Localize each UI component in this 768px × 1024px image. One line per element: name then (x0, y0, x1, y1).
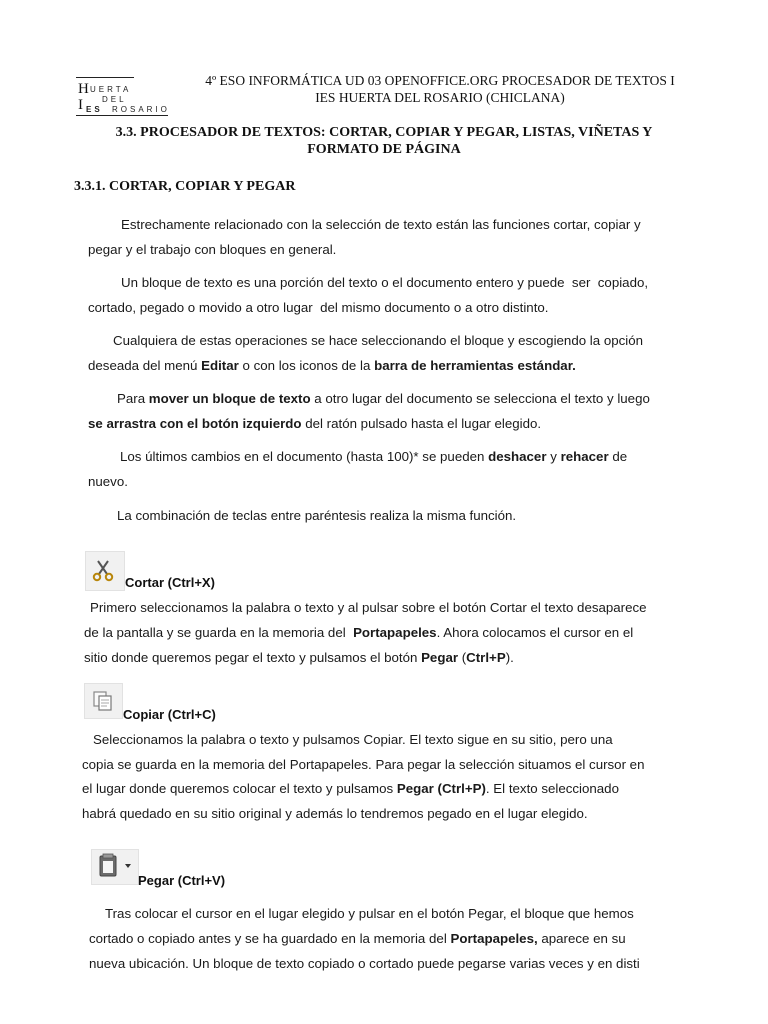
copy-line-2: copia se guarda en la memoria del Portapapeles. Para pegar la selección situamos el cursor en (82, 757, 645, 772)
intro-p3-line-1: Cualquiera de estas operaciones se hace seleccionando el bloque y escogiendo la opción (113, 333, 644, 348)
cut-line-3 (84, 646, 514, 671)
dropdown-arrow-icon (125, 864, 131, 868)
header-line-2: IES HUERTA DEL ROSARIO (CHICLANA) (315, 90, 565, 105)
paste-line-2 (89, 927, 626, 952)
logo-text-del: DEL (102, 95, 127, 104)
bold-run: Portapapeles (353, 625, 437, 640)
text-run: aparece en su (537, 931, 626, 946)
logo-text-uerta: UERTA (90, 85, 132, 94)
bold-run: mover un bloque de texto (148, 391, 311, 406)
paste-line-1: Tras colocar el cursor en el lugar elegido y pulsar en el botón Pegar, el bloque que hemos (105, 906, 634, 921)
logo-rule-bottom (76, 115, 168, 116)
bold-run: deshacer (488, 449, 547, 464)
copy-line-3 (82, 777, 619, 802)
text-run: o con los iconos de la (238, 358, 375, 373)
intro-p4-line-1 (117, 387, 650, 412)
logo-letter-i: I (78, 97, 83, 113)
intro-p2-line-1: Un bloque de texto es una porción del texto o el documento entero y puede ser copiado, (121, 275, 649, 290)
cut-title: Cortar (Ctrl+X) (125, 575, 215, 590)
text-run: de la pantalla y se guarda en la memoria del (84, 625, 354, 640)
bold-run: barra de herramientas estándar. (374, 358, 576, 373)
section-title: 3.3.1. CORTAR, COPIAR Y PEGAR (74, 179, 296, 194)
copy-icon (84, 683, 123, 719)
main-title-line-1: 3.3. PROCESADOR DE TEXTOS: CORTAR, COPIAR Y PEGAR, LISTAS, VIÑETAS Y (115, 125, 653, 140)
text-run: . El texto seleccionado (485, 781, 619, 796)
cut-line-2 (84, 621, 633, 646)
text-run: deseada del menú (88, 358, 202, 373)
bold-run: Pegar (421, 650, 459, 665)
bold-run: Pegar (Ctrl+P) (396, 781, 486, 796)
intro-p3-line-2 (88, 354, 576, 379)
intro-p1-line-2: pegar y el trabajo con bloques en general. (88, 242, 337, 257)
text-run: a otro lugar del documento se selecciona el texto y luego (310, 391, 650, 406)
text-run: y (546, 449, 561, 464)
logo-letter-h: H (78, 81, 89, 97)
text-run: el lugar donde queremos colocar el texto y pulsamos (82, 781, 397, 796)
text-run: ( (458, 650, 467, 665)
bold-run: Portapapeles, (450, 931, 538, 946)
scissors-icon-graphic (86, 552, 124, 590)
paste-icon-graphic (92, 850, 138, 884)
intro-p6: La combinación de teclas entre paréntesis realiza la misma función. (117, 508, 517, 523)
intro-p5-line-1 (120, 445, 627, 470)
bold-run: se arrastra con el botón izquierdo (88, 416, 302, 431)
text-run: ). (505, 650, 514, 665)
logo-text-rosario: ROSARIO (112, 105, 170, 114)
text-run: cortado o copiado antes y se ha guardado en la memoria del (89, 931, 451, 946)
text-run: Para (117, 391, 149, 406)
scissors-icon (85, 551, 125, 591)
intro-p2-line-2: cortado, pegado o movido a otro lugar del mismo documento o a otro distinto. (88, 300, 549, 315)
logo-text-es: ES (86, 105, 103, 114)
copy-title: Copiar (Ctrl+C) (123, 707, 216, 722)
logo-rule-top (76, 77, 134, 78)
intro-p4-line-2 (88, 412, 541, 437)
bold-run: Editar (201, 358, 239, 373)
cut-line-1: Primero seleccionamos la palabra o texto y al pulsar sobre el botón Cortar el texto desaparece (90, 600, 647, 615)
paste-line-3: nueva ubicación. Un bloque de texto copiado o cortado puede pegarse varias veces y en disti (89, 956, 640, 971)
copy-line-1: Seleccionamos la palabra o texto y pulsamos Copiar. El texto sigue en su sitio, pero una (93, 732, 613, 747)
text-run: de (608, 449, 628, 464)
bold-run: rehacer (560, 449, 609, 464)
copy-icon-graphic (85, 684, 122, 718)
main-title-line-2: FORMATO DE PÁGINA (307, 142, 461, 157)
paste-title: Pegar (Ctrl+V) (138, 873, 226, 888)
intro-p5-line-2: nuevo. (88, 474, 128, 489)
intro-p1-line-1: Estrechamente relacionado con la selección de texto están las funciones cortar, copiar y (121, 217, 641, 232)
paste-icon (91, 849, 139, 885)
text-run: Los últimos cambios en el documento (hasta 100)* se pueden (120, 449, 489, 464)
page-header (180, 72, 700, 106)
main-title (70, 124, 698, 158)
bold-run: Ctrl+P (466, 650, 506, 665)
text-run: sitio donde queremos pegar el texto y pulsamos el botón (84, 650, 422, 665)
text-run: . Ahora colocamos el cursor en el (436, 625, 634, 640)
text-run: del ratón pulsado hasta el lugar elegido. (301, 416, 542, 431)
header-line-1: 4º ESO INFORMÁTICA UD 03 OPENOFFICE.ORG PROCESADOR DE TEXTOS I (205, 73, 675, 88)
school-logo (76, 72, 170, 114)
copy-line-4: habrá quedado en su sitio original y además lo tendremos pegado en el lugar elegido. (82, 806, 588, 821)
